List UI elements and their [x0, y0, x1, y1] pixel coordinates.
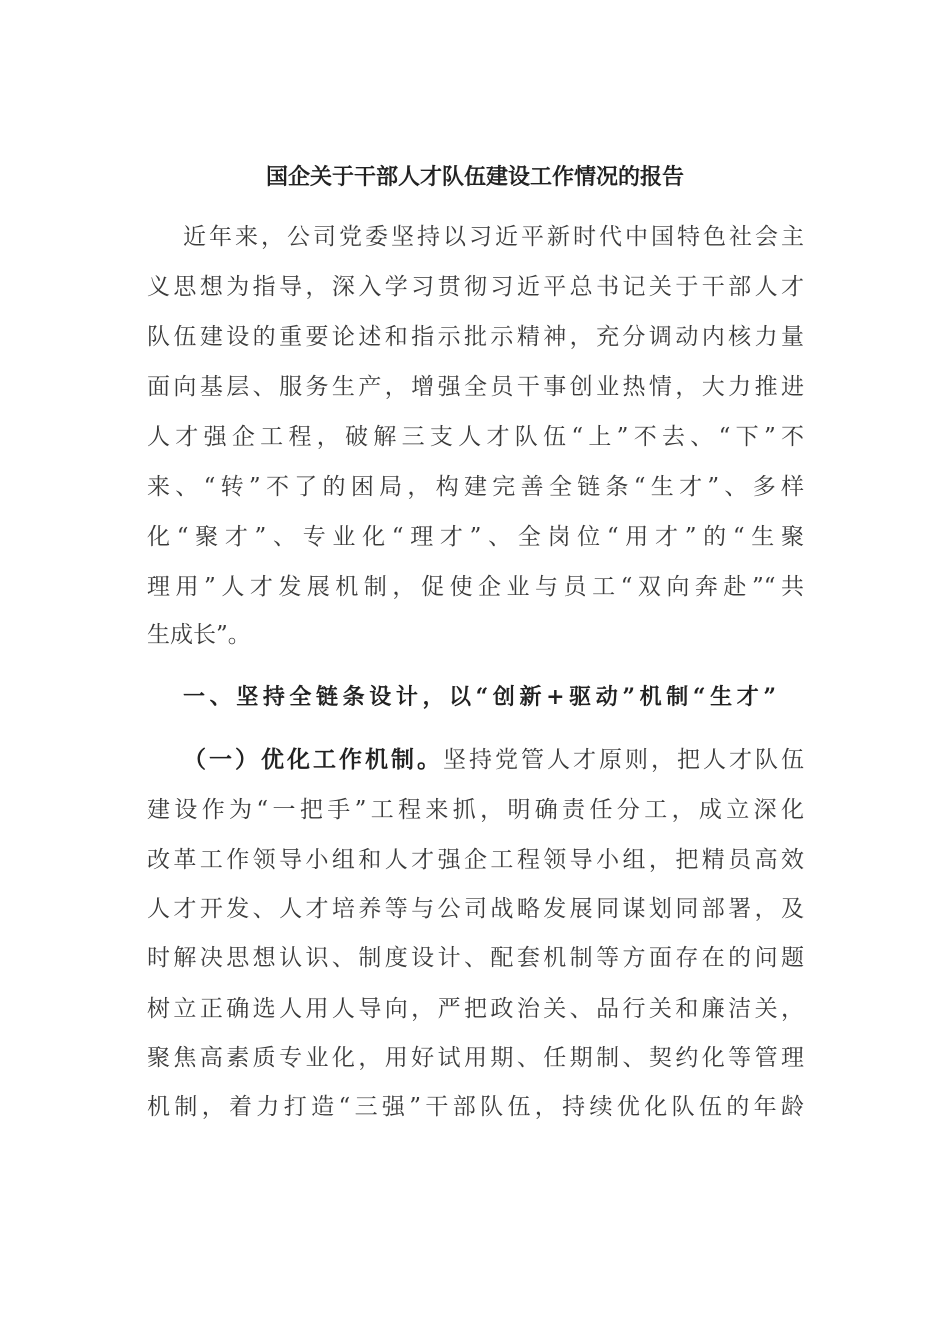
paragraph-text: 坚持党管人才原则，把人才队伍 — [443, 747, 804, 773]
document-title: 国企关于干部人才队伍建设工作情况的报告 — [265, 164, 684, 190]
paragraph-line: 生成长”。 — [147, 622, 251, 648]
paragraph-line — [183, 745, 804, 775]
paragraph-line: 人才开发、人才培养等与公司战略发展同谋划同部署，及 — [147, 896, 804, 922]
section-heading: 一、坚持全链条设计，以“创新+驱动”机制“生才” — [183, 684, 776, 710]
paragraph-line: 理用”人才发展机制，促使企业与员工“双向奔赴”“共 — [147, 574, 804, 600]
subsection-lead: （一）优化工作机制。 — [183, 746, 443, 773]
paragraph-line: 人才强企工程，破解三支人才队伍“上”不去、“下”不 — [147, 424, 804, 450]
paragraph-line: 面向基层、服务生产，增强全员干事创业热情，大力推进 — [147, 374, 804, 400]
paragraph-line: 树立正确选人用人导向，严把政治关、品行关和廉洁关， — [147, 996, 804, 1022]
paragraph-line: 化“聚才”、专业化“理才”、全岗位“用才”的“生聚 — [147, 524, 804, 550]
paragraph-line: 队伍建设的重要论述和指示批示精神，充分调动内核力量 — [147, 324, 804, 350]
paragraph-line: 改革工作领导小组和人才强企工程领导小组，把精员高效 — [147, 847, 804, 873]
paragraph-line: 义思想为指导，深入学习贯彻习近平总书记关于干部人才 — [147, 274, 804, 300]
paragraph-line: 机制，着力打造“三强”干部队伍，持续优化队伍的年龄 — [147, 1094, 804, 1120]
paragraph-line: 近年来，公司党委坚持以习近平新时代中国特色社会主 — [183, 224, 804, 250]
paragraph-line: 时解决思想认识、制度设计、配套机制等方面存在的问题 — [147, 945, 804, 971]
paragraph-line: 聚焦高素质专业化，用好试用期、任期制、契约化等管理 — [147, 1045, 804, 1071]
paragraph-line: 来、“转”不了的困局，构建完善全链条“生才”、多样 — [147, 474, 804, 500]
paragraph-line: 建设作为“一把手”工程来抓，明确责任分工，成立深化 — [147, 797, 804, 823]
